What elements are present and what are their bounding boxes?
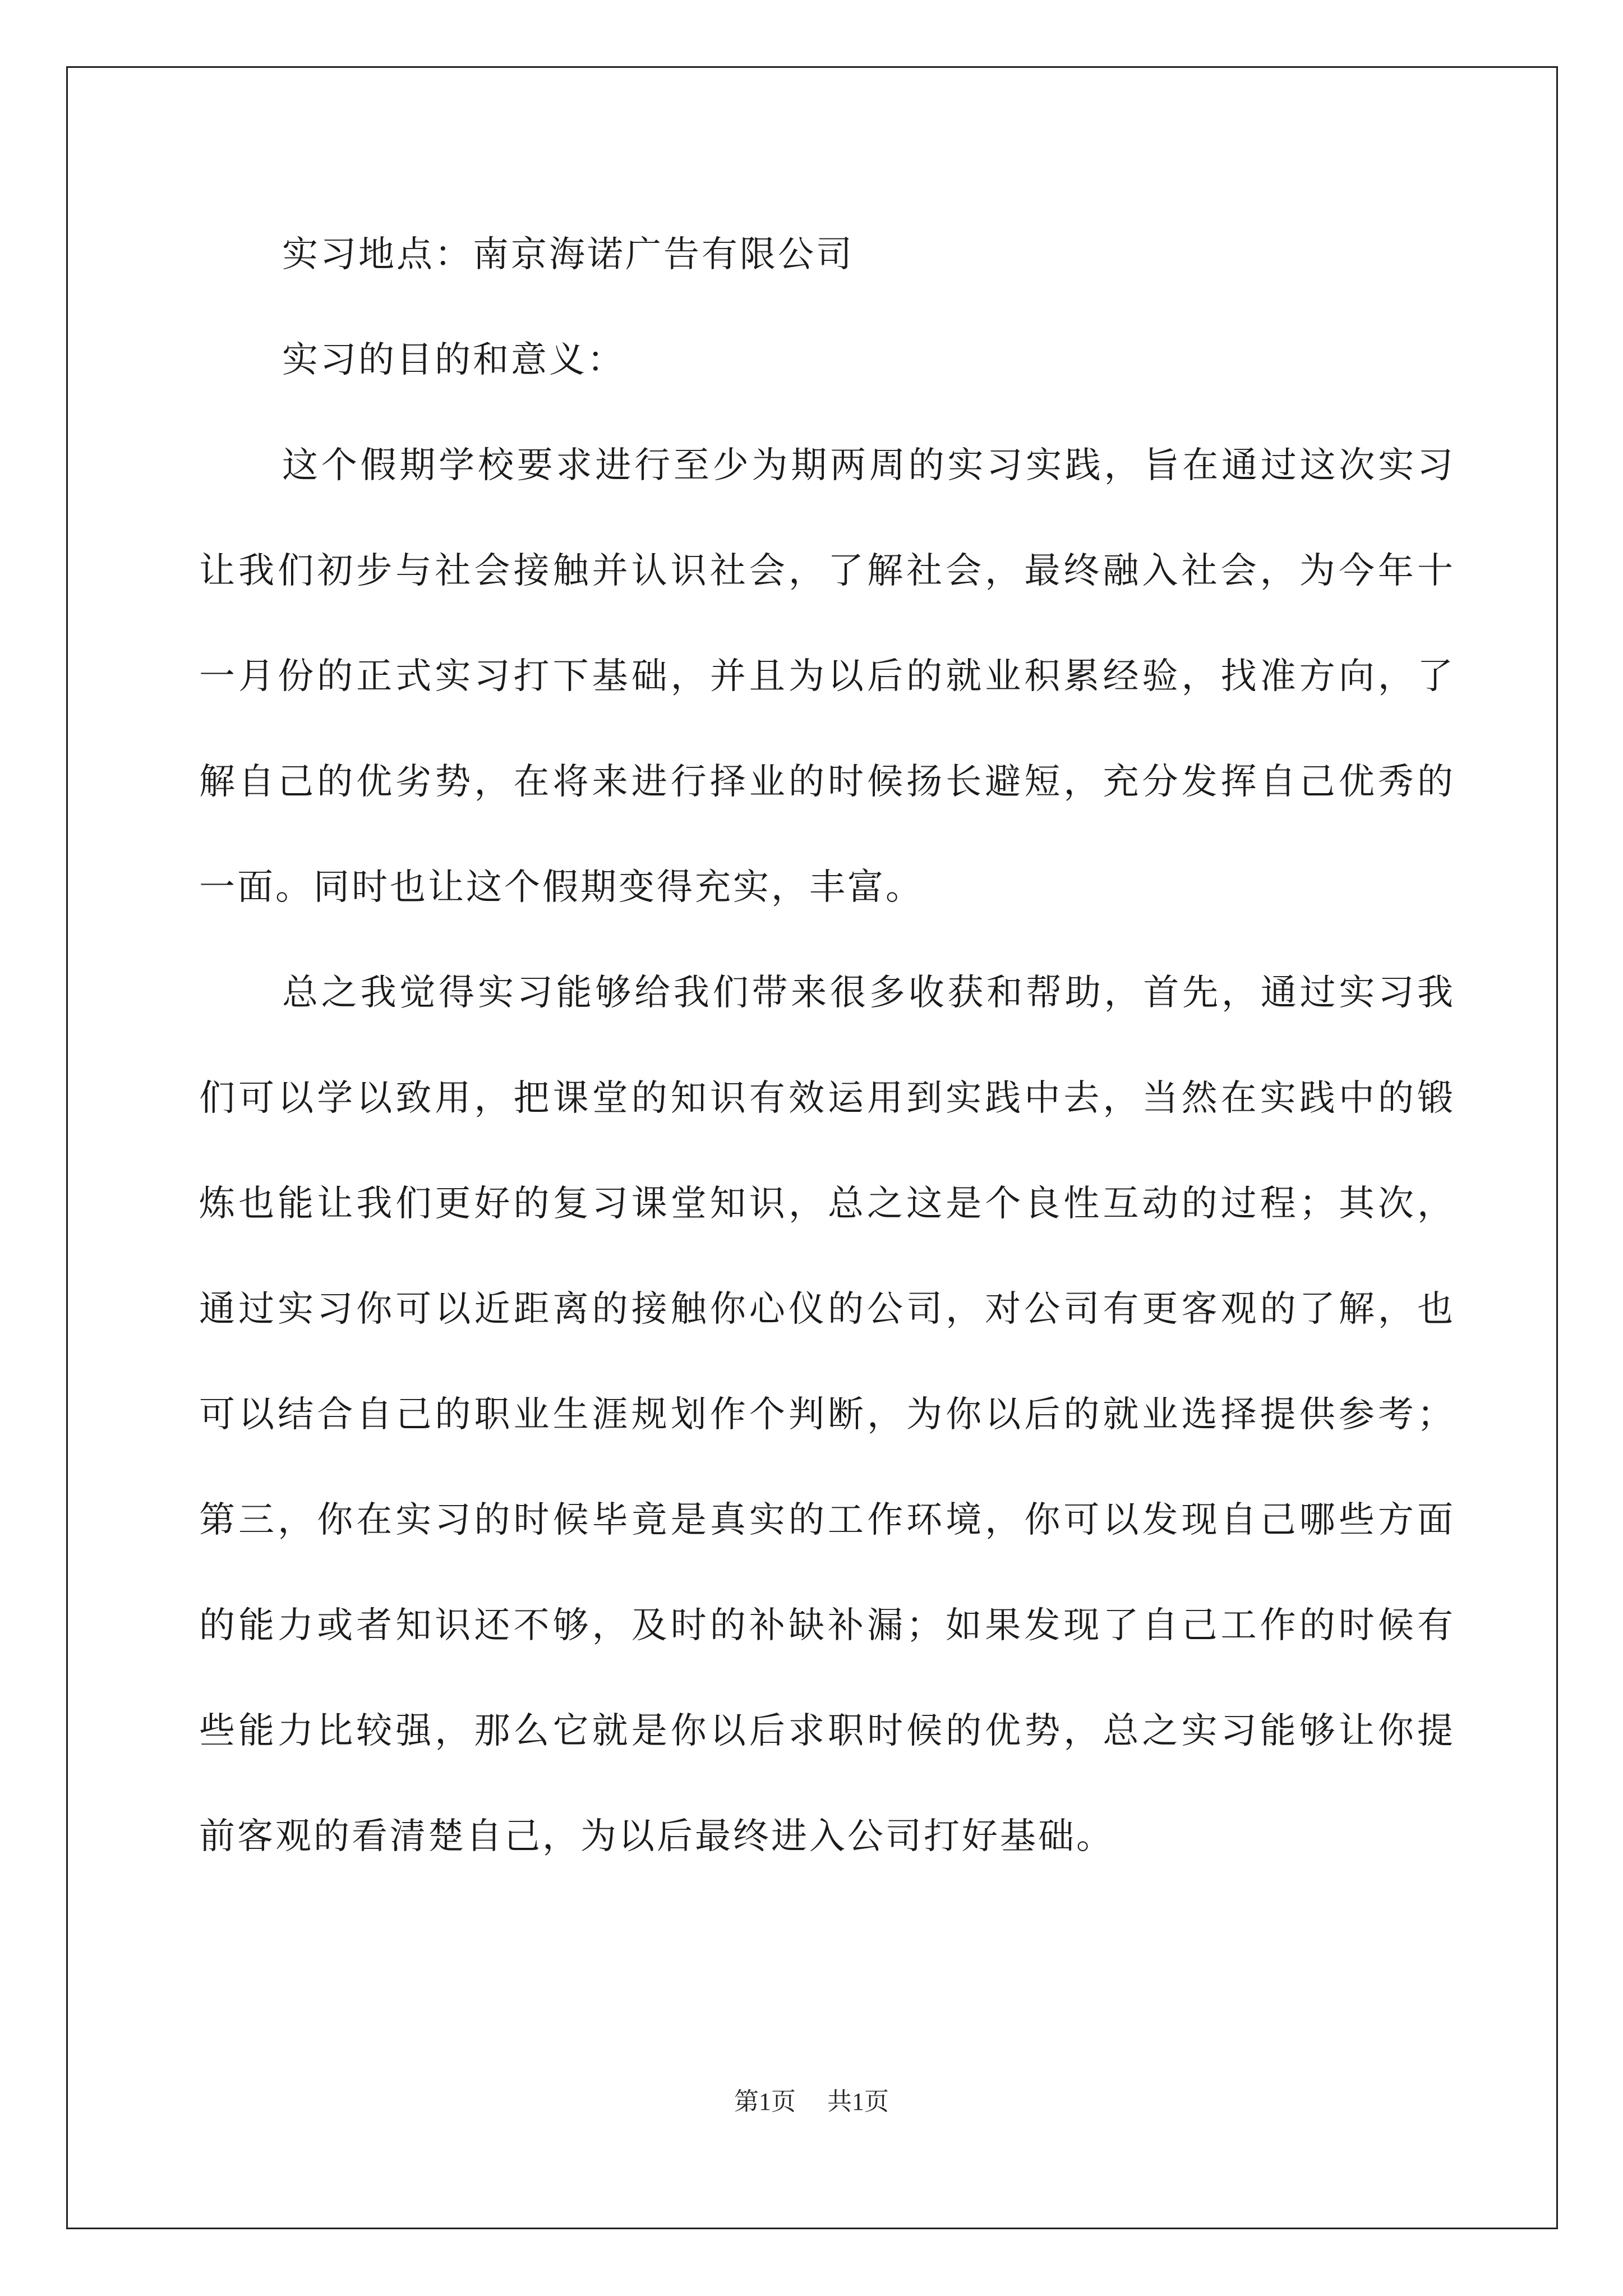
page-footer <box>0 2081 1623 2117</box>
page-number: 第1页 <box>734 2088 796 2115</box>
page-total: 共1页 <box>827 2088 889 2115</box>
paragraph-purpose-heading: 实习的目的和意义： <box>282 339 625 381</box>
paragraph-benefits: 总之我觉得实习能够给我们带来很多收获和帮助，首先，通过实习我们可以学以致用，把课堂的知识有效运用到实践中去，当然在实践中的锻炼也能让我们更好的复习课堂知识，总之这是个良性互动的过程；其次，通过实习你可以近距离的接触你心仪的公司，对公司有更客观的了解，也可以结合自己的职业生涯规划作个判断，为你以后的就业选择提供参考；第三，你在实习的时候毕竟是真实的工作环境，你可以发现自己哪些方面的能力或者知识还不够，及时的补缺补漏；如果发现了自己工作的时候有些能力比较强，那么它就是你以后求职时候的优势，总之实习能够让你提前客观的看清楚自己，为以后最终进入公司打好基础。 <box>199 972 1455 1857</box>
paragraph-purpose: 这个假期学校要求进行至少为期两周的实习实践，旨在通过这次实习让我们初步与社会接触并认识社会，了解社会，最终融入社会，为今年十一月份的正式实习打下基础，并且为以后的就业积累经验，找准方向，了解自己的优劣势，在将来进行择业的时候扬长避短，充分发挥自己优秀的一面。同时也让这个假期变得充实，丰富。 <box>199 445 1455 908</box>
document-body <box>199 202 1455 1889</box>
paragraph-location: 实习地点：南京海诺广告有限公司 <box>282 234 854 275</box>
